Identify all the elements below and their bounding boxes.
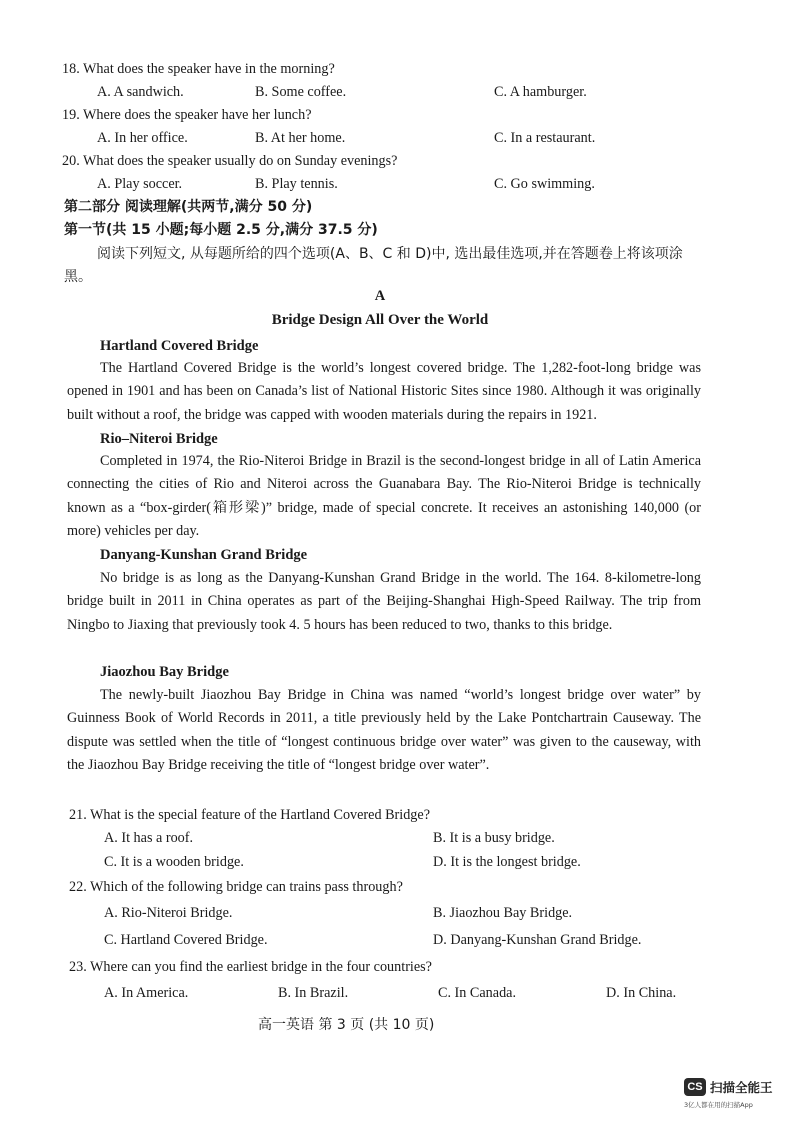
question-23-option-d: D. In China. [606,985,677,1001]
question-23-option-b: B. In Brazil. [278,985,349,1001]
question-19-option-c: C. In a restaurant. [494,130,596,146]
question-21-option-a: A. It has a roof. [104,830,194,846]
section-text-rio-niteroi: Completed in 1974, the Rio-Niteroi Bridge in Brazil is the second-longest bridge in all of Latin America connecting the cities of Rio and Niteroi across the Guanabara Bay. The Rio-Niteroi Bridge is technically known as a “box-girder(箱形梁)” bridge, made of special concrete. It receives an astonishing 140,000 (or more) vehicles per day. [67,453,701,540]
scanner-tagline: 3亿人都在用的扫描App [684,1101,753,1109]
question-22-option-b: B. Jiaozhou Bay Bridge. [433,905,573,921]
scanner-watermark [684,1076,784,1116]
section-text-danyang-kunshan: No bridge is as long as the Danyang-Kunshan Grand Bridge in the world. The 164. 8-kilometre-long bridge built in 2011 in China operates as part of the Beijing-Shanghai High-Speed Railway. The trip from Ningbo to Jiaxing that previously took 4. 5 hours has been reduced to two, thanks to this bridge. [67,570,701,633]
passage-title: Bridge Design All Over the World [271,312,489,328]
question-23-option-a: A. In America. [104,985,189,1001]
question-23-stem: 23. Where can you find the earliest bridge in the four countries? [69,959,432,975]
passage-letter: A [374,288,386,304]
part2-title: 第二部分 阅读理解(共两节,满分 50 分) [64,199,313,215]
instruction-text: 阅读下列短文, 从每题所给的四个选项(A、B、C 和 D)中, 选出最佳选项,并在答题卷上将该项涂黑。 [64,246,683,285]
question-20-option-a: A. Play soccer. [97,176,183,192]
question-19-option-b: B. At her home. [255,130,346,146]
question-19-stem: 19. Where does the speaker have her lunch? [62,107,312,123]
question-18-option-b: B. Some coffee. [255,84,347,100]
page-footer: 高一英语 第 3 页 (共 10 页) [258,1017,435,1033]
section-heading-jiaozhou: Jiaozhou Bay Bridge [100,664,229,680]
section-heading-hartland: Hartland Covered Bridge [100,338,259,354]
question-20-stem: 20. What does the speaker usually do on Sunday evenings? [62,153,398,169]
question-22-option-c: C. Hartland Covered Bridge. [104,932,268,948]
question-21-stem: 21. What is the special feature of the Hartland Covered Bridge? [69,807,430,823]
question-19-option-a: A. In her office. [97,130,188,146]
section-text-hartland: The Hartland Covered Bridge is the world’s longest covered bridge. The 1,282-foot-long bridge was opened in 1901 and has been on Canada’s list of National Historic Sites since 1980. Although it was originally built without a roof, the bridge was capped with wooden materials during the repairs in 1921. [67,360,701,423]
section1-title: 第一节(共 15 小题;每小题 2.5 分,满分 37.5 分) [64,222,378,238]
question-22-option-d: D. Danyang-Kunshan Grand Bridge. [433,932,642,948]
section-heading-rio-niteroi: Rio–Niteroi Bridge [100,431,218,447]
question-21-option-d: D. It is the longest bridge. [433,854,581,870]
question-20-option-b: B. Play tennis. [255,176,338,192]
section-text-jiaozhou: The newly-built Jiaozhou Bay Bridge in China was named “world’s longest bridge over water” by Guinness Book of World Records in 2011, a title previously held by the Lake Pontchartrain Causeway. The dispute was settled when the title of “longest continuous bridge over water” was given to the causeway, with the Jiaozhou Bay Bridge receiving the title of “longest bridge over water”. [67,687,701,774]
question-21-option-c: C. It is a wooden bridge. [104,854,244,870]
question-23-option-c: C. In Canada. [438,985,517,1001]
question-22-option-a: A. Rio-Niteroi Bridge. [104,905,233,921]
question-18-stem: 18. What does the speaker have in the morning? [62,61,335,77]
section-heading-danyang-kunshan: Danyang-Kunshan Grand Bridge [100,547,308,563]
question-20-option-c: C. Go swimming. [494,176,595,192]
scanner-app-name: 扫描全能王 [710,1080,773,1095]
question-18-option-c: C. A hamburger. [494,84,587,100]
question-21-option-b: B. It is a busy bridge. [433,830,555,846]
question-22-stem: 22. Which of the following bridge can trains pass through? [69,879,403,895]
scanner-logo-icon: CS [684,1078,706,1096]
question-18-option-a: A. A sandwich. [97,84,184,100]
